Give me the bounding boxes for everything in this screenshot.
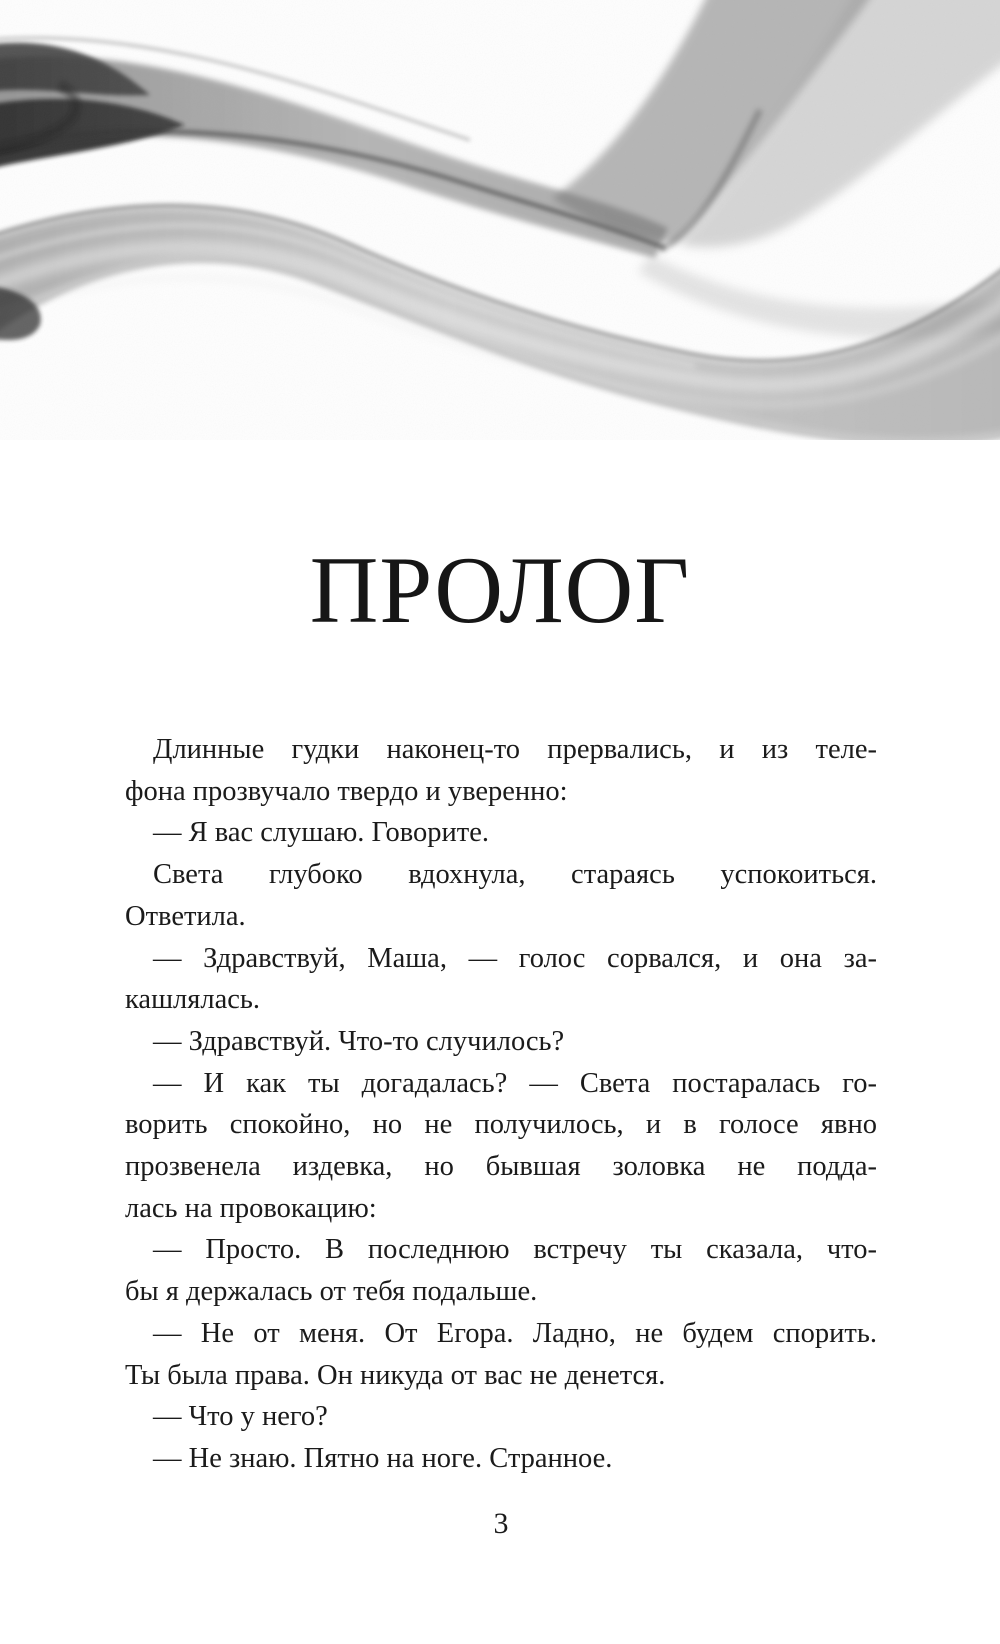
chapter-title: ПРОЛОГ: [309, 537, 691, 643]
text-line: Ответила.: [125, 900, 246, 932]
text-line: — Я вас слушаю. Говорите.: [153, 817, 489, 849]
text-line: — Здравствуй, Маша, — голос сорвался, и она за-: [153, 942, 877, 974]
paragraph: [125, 938, 877, 1021]
page-number: 3: [493, 1507, 509, 1540]
text-line: ворить спокойно, но не получилось, и в голосе явно: [125, 1109, 877, 1141]
text-line: — Не знаю. Пятно на ноге. Странное.: [153, 1442, 613, 1474]
text-line: кашлялась.: [125, 984, 260, 1016]
text-line: — Что у него?: [153, 1401, 328, 1433]
text-line: — Не от меня. От Егора. Ладно, не будем спорить.: [153, 1317, 877, 1349]
paragraph: [125, 1063, 877, 1230]
paragraph: [125, 1021, 877, 1063]
text-line: Ты была права. Он никуда от вас не денется.: [125, 1359, 666, 1391]
text-line: Света глубоко вдохнула, стараясь успокоиться.: [153, 859, 877, 891]
text-line: фона прозвучало твердо и уверенно:: [125, 775, 568, 807]
text-line: бы я держалась от тебя подальше.: [125, 1276, 538, 1308]
text-line: прозвенела издевка, но бывшая золовка не подда-: [125, 1151, 877, 1183]
smoke-wave-decoration: [0, 0, 1000, 440]
paragraph: [125, 1396, 877, 1438]
paragraph: [125, 1438, 877, 1480]
text-line: Длинные гудки наконец-то прервались, и из теле-: [153, 734, 877, 765]
paragraph: [125, 812, 877, 854]
paragraph: [125, 854, 877, 937]
text-line: — И как ты догадалась? — Света постаралась го-: [153, 1067, 877, 1099]
text-line: лась на провокацию:: [125, 1192, 377, 1224]
text-line: — Просто. В последнюю встречу ты сказала, что-: [153, 1234, 877, 1266]
body-text: [125, 729, 877, 1480]
paragraph: [125, 729, 877, 812]
paragraph: [125, 1229, 877, 1312]
paragraph: [125, 1313, 877, 1396]
text-line: — Здравствуй. Что-то случилось?: [153, 1025, 565, 1057]
